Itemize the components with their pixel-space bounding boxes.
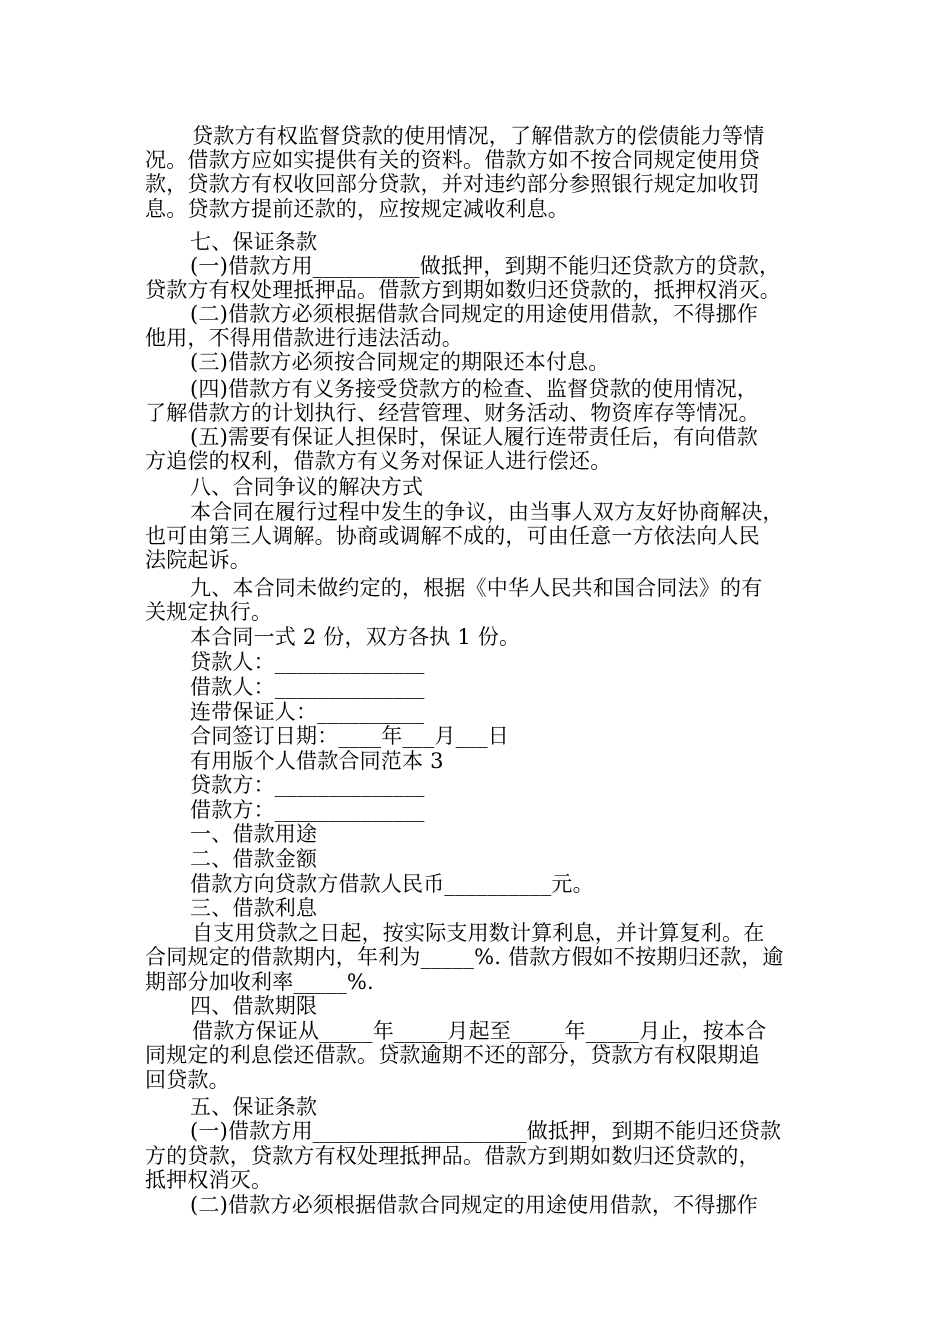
paragraph-line: 贷款方有权监督贷款的使用情况，了解借款方的偿债能力等情	[192, 124, 765, 148]
signature-field-borrower: 借款方：______________	[190, 798, 425, 822]
section-heading: 七、保证条款	[190, 230, 318, 254]
paragraph-line: (五)需要有保证人担保时，保证人履行连带责任后，有向借款	[190, 425, 758, 449]
paragraph-line: (二)借款方必须根据借款合同规定的用途使用借款，不得挪作	[190, 1193, 758, 1217]
paragraph-line: 同规定的利息偿还借款。贷款逾期不还的部分，贷款方有权限期追	[145, 1043, 760, 1067]
paragraph-line: 关规定执行。	[145, 600, 273, 624]
paragraph-line: 合同规定的借款期内，年利为_____%. 借款方假如不按期归还款，逾	[145, 945, 784, 969]
paragraph-line: 方的贷款，贷款方有权处理抵押品。借款方到期如数归还贷款的，	[145, 1144, 760, 1168]
paragraph-line: 自支用贷款之日起，按实际支用数计算利息，并计算复利。在	[192, 921, 765, 945]
paragraph-line: 他用，不得用借款进行违法活动。	[145, 326, 463, 350]
paragraph-line: 贷款方有权处理抵押品。借款方到期如数归还贷款的，抵押权消灭。	[145, 278, 781, 302]
paragraph-line: (一)借款方用____________________做抵押，到期不能归还贷款	[190, 1119, 782, 1143]
paragraph-line: 抵押权消灭。	[145, 1168, 273, 1192]
paragraph-line: (一)借款方用__________做抵押，到期不能归还贷款方的贷款，	[190, 254, 781, 278]
template-title: 有用版个人借款合同范本 3	[190, 749, 444, 773]
section-heading: 二、借款金额	[190, 847, 318, 871]
paragraph-line: 况。借款方应如实提供有关的资料。借款方如不按合同规定使用贷	[145, 148, 760, 172]
signature-field-lender: 贷款方：______________	[190, 773, 425, 797]
paragraph-line: 本合同一式 2 份，双方各执 1 份。	[190, 625, 521, 649]
paragraph-line: 回贷款。	[145, 1068, 230, 1092]
signing-date-field: 合同签订日期：____年___月___日	[190, 724, 509, 748]
paragraph-line: 方追偿的权利，借款方有义务对保证人进行偿还。	[145, 449, 612, 473]
signature-field-lender: 贷款人：______________	[190, 650, 425, 674]
paragraph-line: 期部分加收利率_____%.	[145, 970, 374, 994]
paragraph-line: (四)借款方有义务接受贷款方的检查、监督贷款的使用情况，	[190, 377, 758, 401]
paragraph-line: (二)借款方必须根据借款合同规定的用途使用借款，不得挪作	[190, 302, 758, 326]
paragraph-line: 九、本合同未做约定的，根据《中华人民共和国合同法》的有	[190, 576, 763, 600]
section-heading: 五、保证条款	[190, 1095, 318, 1119]
section-heading: 八、合同争议的解决方式	[190, 475, 424, 499]
paragraph-line: 也可由第三人调解。协商或调解不成的，可由任意一方依法向人民	[145, 524, 760, 548]
paragraph-line: 本合同在履行过程中发生的争议，由当事人双方友好协商解决，	[190, 500, 784, 524]
paragraph-line: 款，贷款方有权收回部分贷款，并对违约部分参照银行规定加收罚	[145, 172, 760, 196]
paragraph-line: 借款方保证从_____年_____月起至_____年_____月止，按本合	[192, 1019, 767, 1043]
paragraph-line: (三)借款方必须按合同规定的期限还本付息。	[190, 350, 610, 374]
paragraph-line: 法院起诉。	[145, 548, 251, 572]
paragraph-line: 借款方向贷款方借款人民币__________元。	[190, 872, 594, 896]
section-heading: 四、借款期限	[190, 994, 318, 1018]
paragraph-line: 息。贷款方提前还款的，应按规定减收利息。	[145, 197, 569, 221]
paragraph-line: 了解借款方的计划执行、经营管理、财务活动、物资库存等情况。	[145, 401, 760, 425]
signature-field-guarantor: 连带保证人：__________	[190, 700, 425, 724]
signature-field-borrower: 借款人：______________	[190, 675, 425, 699]
section-heading: 一、借款用途	[190, 822, 318, 846]
section-heading: 三、借款利息	[190, 896, 318, 920]
